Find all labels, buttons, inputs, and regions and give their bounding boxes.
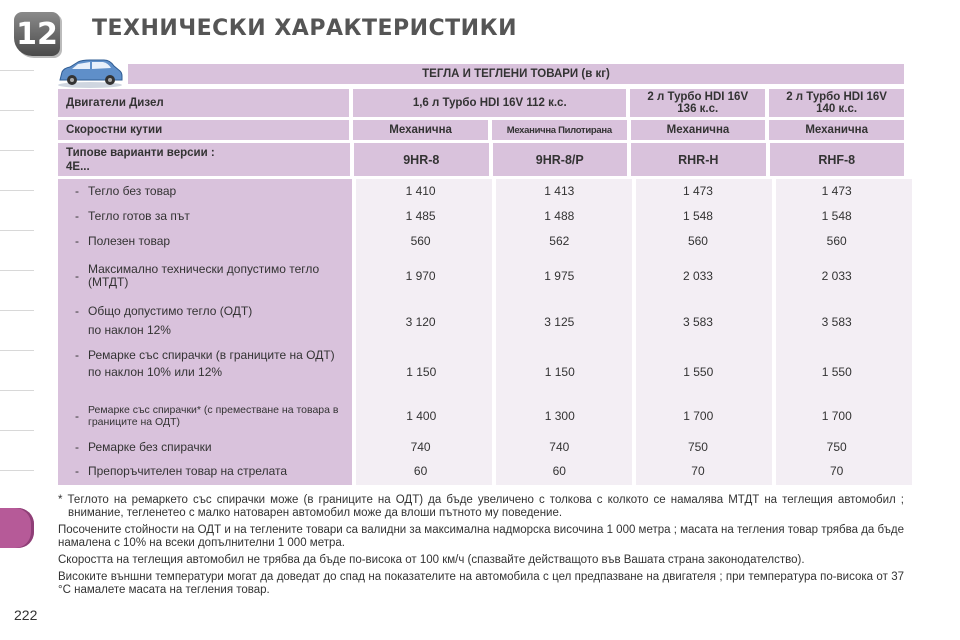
row-value: 60	[413, 464, 428, 478]
row-dash: -	[75, 348, 79, 362]
footnote-asterisk: * Теглото на ремаркето със спирачки може (в границите на ОДТ) да бъде увеличено с толкова с колкото се намалява МТДТ на теглещия автомобил ; внимание, тегленетео с малко натоварен автомобил може да влоши пътното му поведение.	[58, 494, 904, 519]
row-label: Максимално технически допустимо тегло (МТДТ)	[88, 262, 320, 289]
row-value: 1 975	[544, 269, 575, 283]
gearbox-c4: Механична	[769, 120, 904, 140]
row-value: 1 548	[682, 209, 713, 223]
variant-c3: RHR-H	[631, 143, 765, 176]
row-value: 1 488	[544, 209, 575, 223]
row-value: 1 970	[405, 269, 436, 283]
page-number: 222	[14, 607, 38, 623]
engine-label: Двигатели Дизел	[58, 89, 349, 117]
chapter-number-badge: 12	[14, 12, 60, 56]
table-row	[58, 436, 904, 458]
row-value: 1 550	[821, 365, 852, 379]
row-value: 560	[687, 234, 708, 248]
row-dash: -	[75, 408, 79, 423]
engine-c1: 1,6 л Турбо HDI 16V 112 к.с.	[353, 89, 626, 117]
variant-label: Типове варианти версии : 4E...	[58, 143, 350, 176]
variant-c2: 9HR-8/P	[493, 143, 627, 176]
table-row	[58, 460, 904, 482]
gearbox-c2: Механична Пилотирана	[492, 120, 627, 140]
row-value: 562	[549, 234, 570, 248]
engine-c4: 2 л Турбо HDI 16V 140 к.с.	[769, 89, 904, 117]
row-value: 560	[826, 234, 847, 248]
gearbox-c1: Механична	[353, 120, 488, 140]
row-sublabel: по наклон 12%	[88, 323, 171, 337]
row-label: Тегло без товар	[88, 183, 177, 198]
page-edge-tabs	[0, 0, 40, 640]
row-value: 1 410	[405, 184, 436, 198]
row-label: Полезен товар	[88, 233, 171, 248]
row-value: 3 583	[682, 315, 713, 329]
variant-c4: RHF-8	[770, 143, 904, 176]
row-dash: -	[75, 233, 79, 248]
footnote-temperature: Високите външни температури могат да доведат до спад на показателите на автомобила с цел предпазване на двигателя ; при температура по-висока от 37 °C намалете масата на тегления товар.	[58, 571, 904, 596]
row-value: 1 548	[821, 209, 852, 223]
gearbox-label: Скоростни кутии	[58, 120, 349, 140]
row-sublabel: по наклон 10% или 12%	[88, 365, 223, 379]
car-icon	[56, 58, 124, 88]
row-value: 1 700	[821, 409, 852, 423]
table-row	[58, 303, 904, 341]
gearbox-c3: Механична	[631, 120, 766, 140]
gearbox-row	[58, 120, 904, 140]
row-dash: -	[75, 183, 79, 198]
row-dash: -	[75, 268, 79, 283]
table-row	[58, 205, 904, 227]
row-dash: -	[75, 463, 79, 478]
row-value: 1 485	[405, 209, 436, 223]
row-label: Ремарке със спирачки* (с преместване на товара в границите на ОДТ)	[88, 404, 339, 428]
page-title: ТЕХНИЧЕСКИ ХАРАКТЕРИСТИКИ	[92, 16, 517, 41]
row-dash: -	[75, 208, 79, 223]
row-value: 70	[691, 464, 705, 478]
row-label: Препоръчителен товар на стрелата	[88, 463, 288, 478]
row-value: 750	[826, 440, 847, 454]
row-value: 740	[549, 440, 570, 454]
footnote-altitude: Посочените стойности на ОДТ и на теглените товари са валидни за максимална надморска височина 1 000 метра ; масата на тегления товар трябва да бъде намалена с 10% на всеки допълнителни 1 000 метра.	[58, 524, 904, 549]
row-value: 1 300	[544, 409, 575, 423]
row-value: 1 150	[544, 365, 575, 379]
row-value: 750	[687, 440, 708, 454]
active-chapter-tab[interactable]	[0, 508, 34, 548]
row-value: 3 120	[405, 315, 436, 329]
table-row	[58, 180, 904, 202]
table-row	[58, 401, 904, 431]
row-value: 1 150	[406, 365, 437, 379]
row-value: 1 413	[544, 184, 575, 198]
row-value: 60	[552, 464, 566, 478]
table-title: ТЕГЛА И ТЕГЛЕНИ ТОВАРИ (в кг)	[128, 64, 904, 84]
row-value: 70	[829, 464, 844, 478]
row-label: Тегло готов за път	[88, 208, 190, 223]
table-row	[58, 260, 904, 292]
row-value: 560	[410, 234, 431, 248]
row-value: 2 033	[821, 269, 852, 283]
row-value: 3 125	[544, 315, 575, 329]
row-value: 2 033	[682, 269, 713, 283]
variant-c1: 9HR-8	[354, 143, 488, 176]
row-value: 1 473	[682, 184, 713, 198]
engine-row	[58, 89, 904, 117]
row-value: 3 583	[821, 315, 852, 329]
row-dash: -	[75, 304, 79, 318]
engine-c3: 2 л Турбо HDI 16V 136 к.с.	[630, 89, 765, 117]
row-label: Общо допустимо тегло (ОДТ)	[88, 304, 253, 318]
row-value: 740	[410, 440, 431, 454]
row-value: 1 550	[683, 365, 714, 379]
row-label: Ремарке със спирачки (в границите на ОДТ)	[88, 348, 335, 362]
row-value: 1 473	[821, 184, 852, 198]
footnotes	[58, 494, 904, 601]
row-dash: -	[75, 439, 79, 454]
row-label: Ремарке без спирачки	[88, 439, 212, 454]
footnote-speed: Скоростта на теглещия автомобил не трябва да бъде по-висока от 100 км/ч (спазвайте действащото във Вашата страна законодателство).	[58, 554, 805, 566]
table-row	[58, 347, 904, 397]
row-value: 1 700	[683, 409, 714, 423]
row-value: 1 400	[406, 409, 437, 423]
table-row	[58, 230, 904, 252]
variant-row	[58, 143, 904, 176]
